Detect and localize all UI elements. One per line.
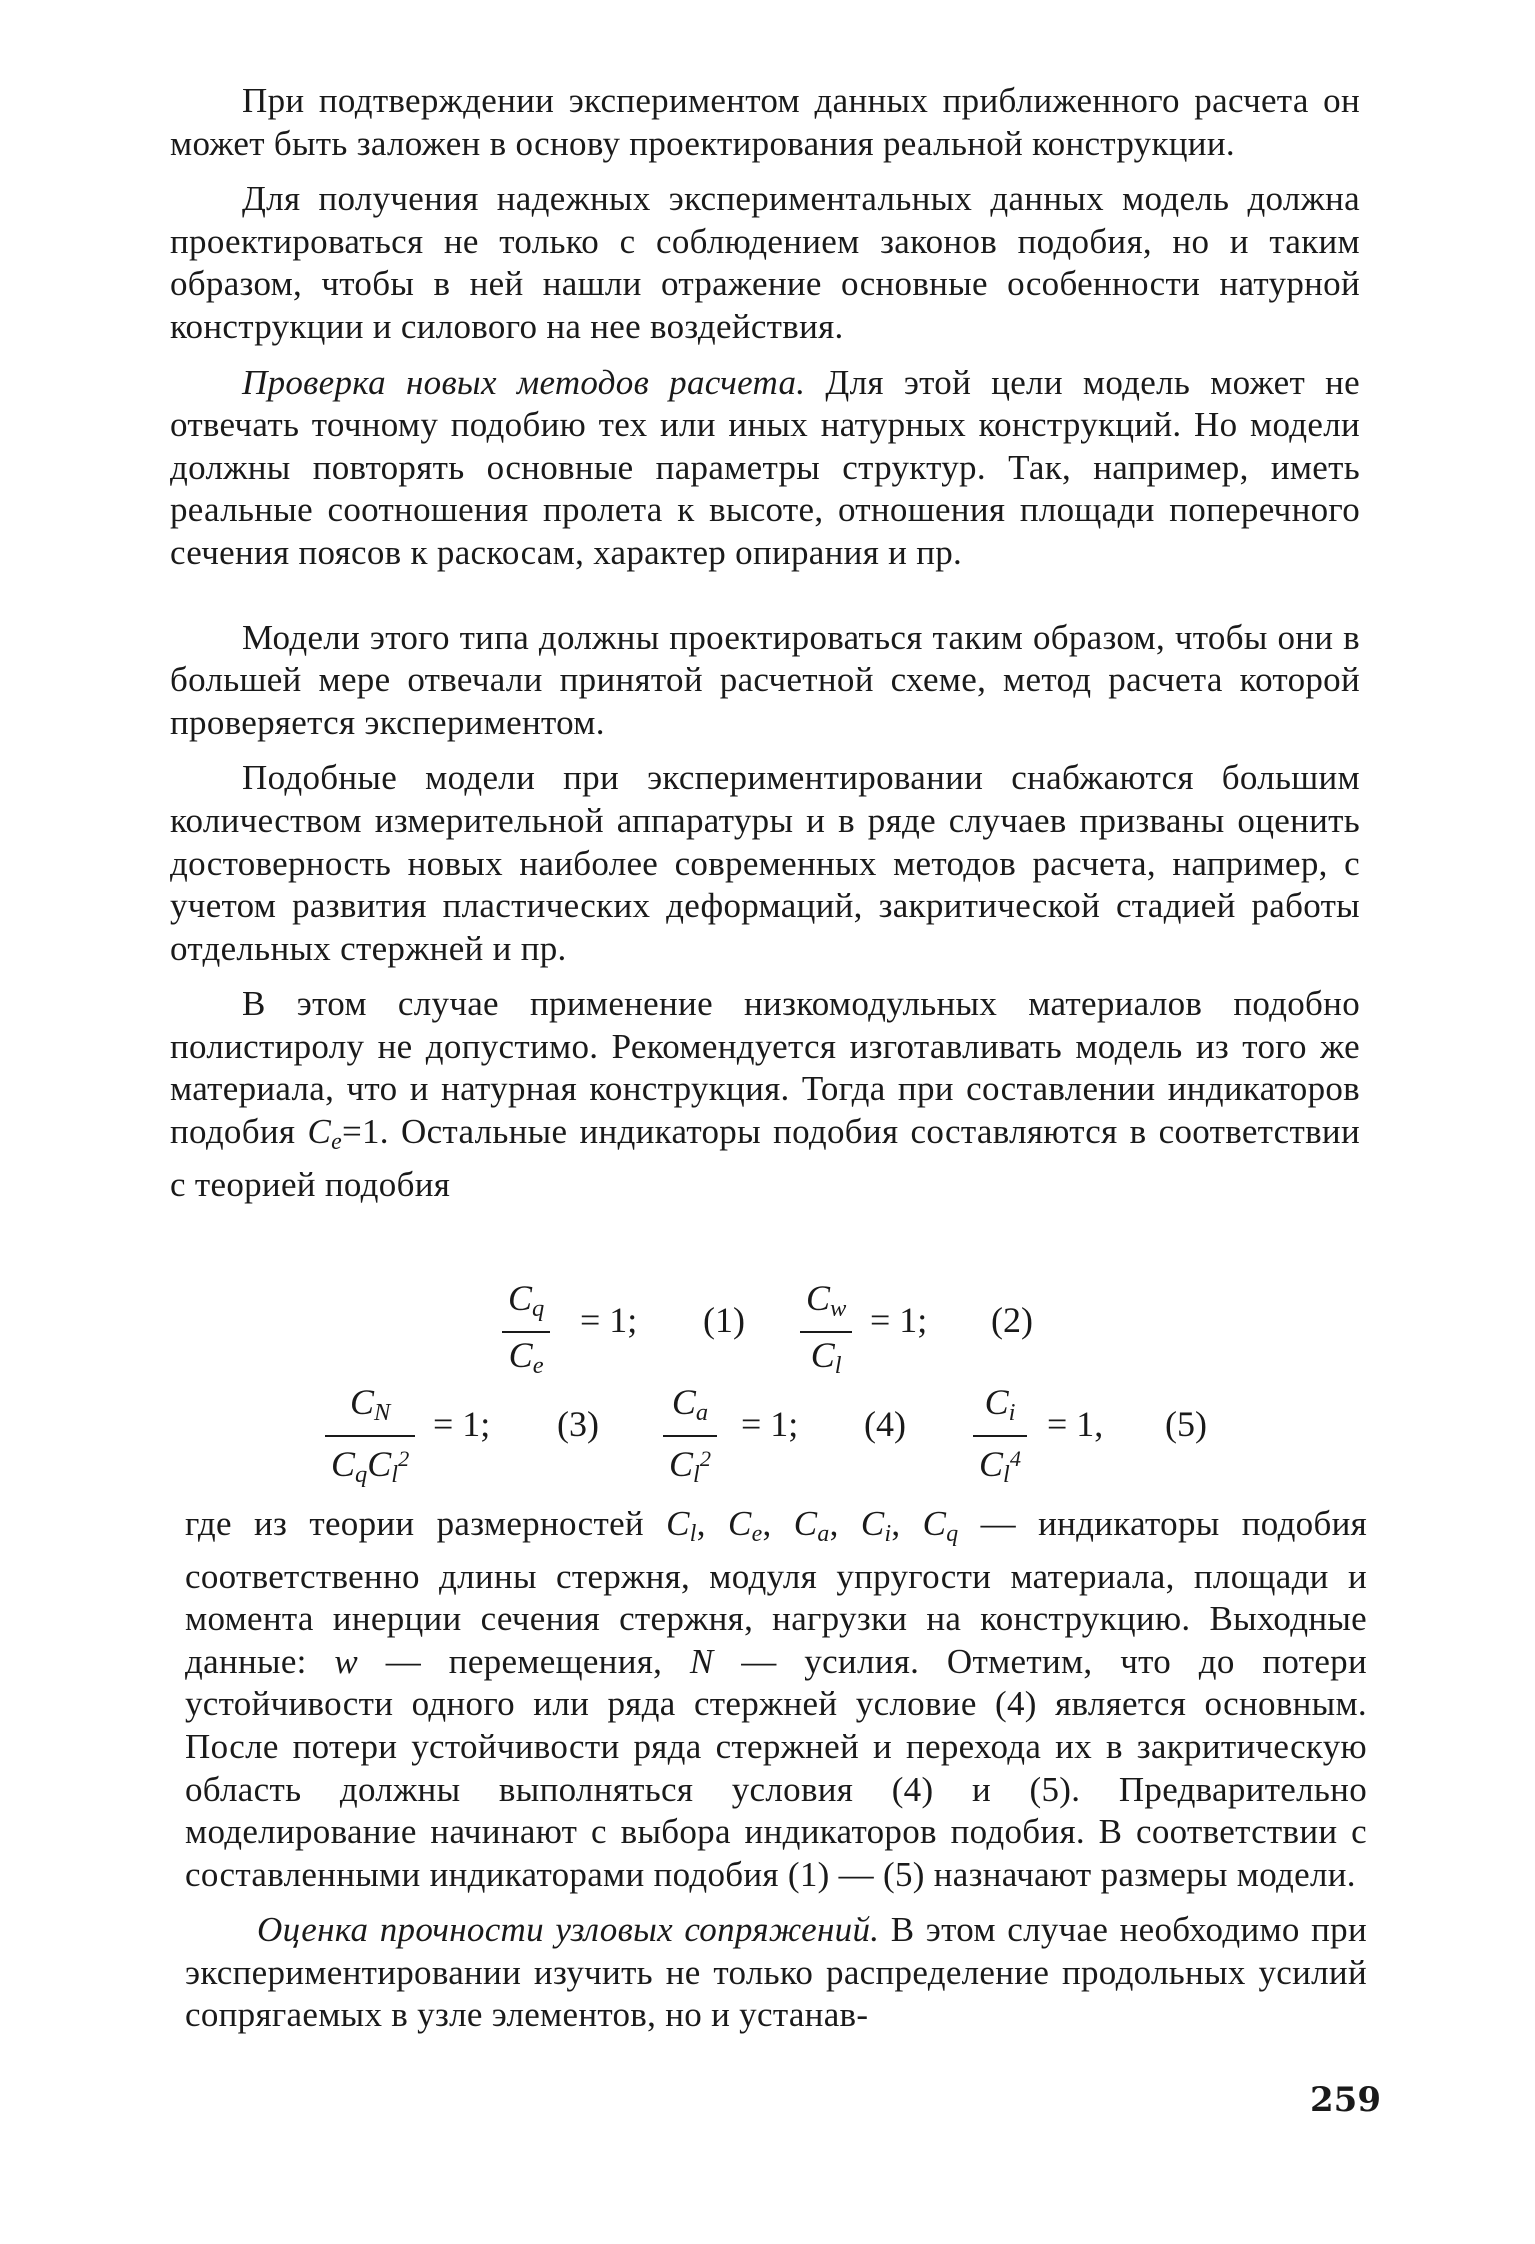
formula-1-fraction: $C_q$ $C_e$	[502, 1276, 550, 1388]
formula-1-rhs: = 1;	[580, 1300, 638, 1340]
section-lead-new-methods: Проверка новых методов расчета.	[242, 362, 806, 402]
formula-5-label: (5)	[1165, 1404, 1207, 1444]
paragraph-6-body-a: В этом случае применение низкомодульных материалов подобно полистиролу не допустимо. Рекомендуется изготавливать модель из того же материала, что и натурная конструкция. Тогда при составлении индикаторов подобия	[170, 984, 1360, 1152]
formula-5-fraction: $C_i$ $C_l^4$	[973, 1380, 1027, 1497]
paragraph-6-body-b: Остальные индикаторы подобия составляются в соответствии с теорией подобия	[170, 1112, 1360, 1204]
ce-symbol: C	[307, 1112, 332, 1152]
ce-subscript: e	[331, 1129, 342, 1155]
formula-2-fraction: $C_w$ $C_l$	[800, 1276, 852, 1388]
paragraph-6	[170, 983, 1360, 1206]
paragraph-3	[170, 362, 1360, 575]
paragraph-2: Для получения надежных экспериментальных данных модель должна проектироваться не только с соблюдением законов подобия, но и таким образом, чтобы в ней нашли отражение основные особенности натурной конструкции и силового на нее воздействия.	[170, 179, 1360, 346]
formula-block	[0, 1260, 1535, 1510]
paragraph-3-body: Для этой цели модель может не отвечать точному подобию тех или иных натурных конструкций. Но модели должны повторять основные параметры структур. Так, например, иметь реальные соотношения пролета к высоте, отношения площади поперечного сечения поясов к раскосам, характер опирания и пр.	[170, 362, 1360, 572]
formula-4-fraction: $C_a$ $C_l^2$	[663, 1380, 717, 1497]
lower-text	[185, 1503, 1367, 2037]
formula-3-fraction: $C_N$ $C_qC_l^2$	[325, 1380, 415, 1497]
paragraph-4: Модели этого типа должны проектироваться таким образом, чтобы они в большей мере отвечали принятой расчетной схеме, метод расчета которой проверяется экспериментом.	[170, 617, 1360, 742]
ce-value: =1.	[341, 1112, 389, 1152]
formula-3-label: (3)	[557, 1404, 599, 1444]
formula-4-label: (4)	[864, 1404, 906, 1444]
section-lead-joint-strength: Оценка прочности узловых сопряжений.	[257, 1910, 880, 1950]
paragraph-1: При подтверждении экспериментом данных приближенного расчета он может быть заложен в основу проектирования реальной конструкции.	[170, 81, 1360, 163]
formula-1-label: (1)	[703, 1300, 745, 1340]
page-number: 259	[1310, 2080, 1381, 2120]
formula-4-rhs: = 1;	[741, 1404, 799, 1444]
formula-2-label: (2)	[991, 1300, 1033, 1340]
paragraph-8: Оценка прочности узловых сопряжений. В этом случае необходимо при экспериментировании изучить не только распределение продольных усилий сопрягаемых в узле элементов, но и устанав-	[185, 1910, 1367, 2035]
formula-2-rhs: = 1;	[870, 1300, 928, 1340]
upper-text	[170, 80, 1360, 1206]
paragraph-7: где из теории размерностей $C_l$, $C_e$, $C_a$, $C_i$, $C_q$ — индикаторы подобия соответственно длины стержня, модуля упругости материала, площади и момента инерции сечения стержня, нагрузки на конструкцию. Выходные данные: w — перемещения, N — усилия. Отметим, что до потери устойчивости одного или ряда стержней условие (4) является основным. После потери устойчивости ряда стержней и перехода их в закритическую область должны выполняться условия (4) и (5). Предварительно моделирование начинают с выбора индикаторов подобия. В соответствии с составленными индикаторами подобия (1) — (5) назначают размеры модели.	[185, 1504, 1368, 1894]
paragraph-5: Подобные модели при экспериментировании снабжаются большим количеством измерительной аппаратуры и в ряде случаев призваны оценить достоверность новых наиболее современных методов расчета, например, с учетом развития пластических деформаций, закритической стадией работы отдельных стержней и пр.	[170, 758, 1360, 968]
formula-3-rhs: = 1;	[433, 1404, 491, 1444]
formula-5-rhs: = 1,	[1047, 1404, 1104, 1444]
